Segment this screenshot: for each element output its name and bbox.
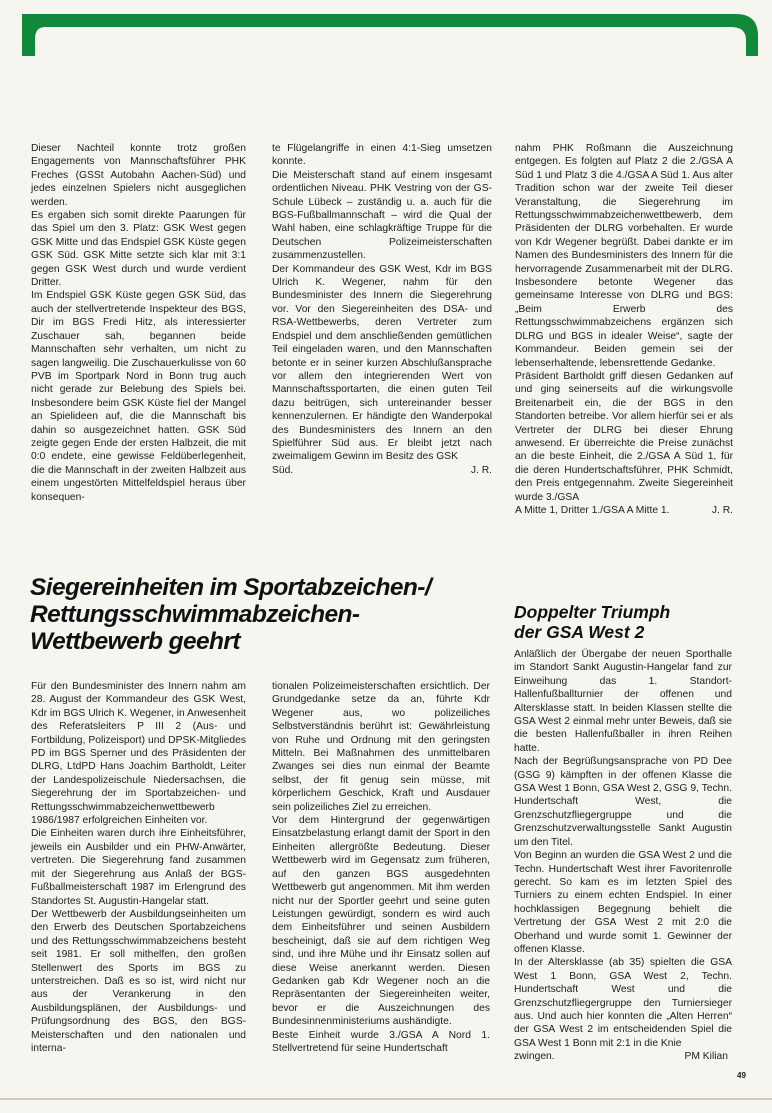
feature-column-2	[272, 680, 490, 1055]
paragraph: In der Altersklasse (ab 35) spielten die GSA West 1 Bonn, GSA West 2, Techn. Hundertschaft West und die Grenzschutzfliegergruppe den Turniersieger aus. Und auch hier konnten die „Alten Herren“ der GSA West 2 im entscheidenden Spiel die GSA West 1 Bonn mit 2:1 in die Knie	[514, 957, 732, 1049]
top-article-column-3	[515, 142, 733, 517]
author-signature: J. R.	[470, 464, 492, 476]
signature-line	[272, 464, 492, 477]
paragraph: Der Wettbewerb der Ausbildungseinheiten um den Erwerb des Deutschen Sportabzeichens und des Rettungsschwimmabzeichens besteht seit 1981. Er soll mithelfen, den großen Stellenwert des Sports im BGS zu unterstreichen. Daß es so ist, wird nicht nur aus der Verankerung in den Ausbildungsplänen, der Ausbildungs- und Prüfungsordnung des BGS, den BGS-Meisterschaften und den nationalen und interna-	[31, 908, 246, 1054]
author-signature: J. R.	[711, 504, 733, 516]
bottom-divider	[0, 1098, 772, 1100]
top-article-column-2	[272, 142, 492, 477]
signature-line	[514, 1050, 732, 1063]
last-line: A Mitte 1, Dritter 1./GSA A Mitte 1.	[515, 504, 670, 516]
signature-line	[515, 504, 733, 517]
author-signature: PM Kilian	[684, 1051, 728, 1063]
headline-line: Doppelter Triumph	[514, 602, 671, 622]
paragraph: Vor dem Hintergrund der gegenwärtigen Einsatzbelastung erlangt damit der Sport in den Einheiten allergrößte Bedeutung. Dieser Wettbewerb wird im Gegensatz zum früheren, auf den ganzen BGS ausgedehnten Wettbewerb gut angenommen. Mit ihm werden nicht nur der Sportler geehrt und seine guten Leistungen gewürdigt, sondern es wird auch dem Einheitsführer und seinen Ausbildern bescheinigt, daß sie auf dem richtigen Weg sind, und ihre Mühe und ihr Einsatz sollen auf diese Weise anerkannt werden. Diesen Gedanken gab Kdr Wegener noch an die Repräsentanten der Siegereinheiten weiter, bevor er die Auszeichnungen des Bundesinnenministeriums aushändigte.	[272, 815, 490, 1028]
paragraph: Präsident Bartholdt griff diesen Gedanken auf und ging seinerseits auf die wirkungsvolle Breitenarbeit ein, die der BGS in den Standorten betreibe. Vor allem hierfür sei er als Vertreter der DLRG bei dieser Ehrung anwesend. Er überreichte die Preise zunächst an die beste Einheit, die 2./GSA A Süd 1, für die deren Hundertschaftsführer, PHK Schmidt, den Preis entgegennahm. Zweite Siegereinheit wurde 3./GSA	[515, 370, 733, 503]
paragraph: Es ergaben sich somit direkte Paarungen für das Spiel um den 3. Platz: GSK West gegen GSK Mitte und das Endspiel GSK Küste gegen GSK Süd. GSK Mitte setzte sich klar mit 3:1 gegen GSK West durch und wurde verdient Dritter.	[31, 210, 246, 289]
feature-column-1	[31, 680, 246, 1055]
paragraph: Die Meisterschaft stand auf einem insgesamt ordentlichen Niveau. PHK Vestring von der GS-Schule Lübeck – zuständig u. a. auch für die BGS-Fußballmannschaft – wird die Qual der Wahl haben, eine schlagkräftige Truppe für die Deutschen Polizeimeisterschaften zusammenzustellen.	[272, 169, 492, 262]
headline-line: der GSA West 2	[514, 622, 645, 642]
headline-line: Rettungsschwimmabzeichen-	[30, 601, 360, 628]
sidebar-headline	[514, 602, 744, 642]
feature-headline	[30, 574, 485, 655]
paragraph: Für den Bundesminister des Innern nahm am 28. August der Kommandeur des GSK West, Kdr im BGS Ulrich K. Wegener, in Anwesenheit des Referatsleiters P III 2 (Aus- und Fortbildung, Polizeisport) und DPSK-Mitgliedes PD im BGS Sperner und des Präsidenten der DLRG, LtdPD Hans Joachim Bartholdt, Leiter der Landespolizeischule Niedersachsen, die Siegerehrung der im Sportabzeichen- und Rettungsschwimmabzeichenwettbewerb 1986/1987 erfolgreichen Einheiten vor.	[31, 681, 246, 827]
paragraph: nahm PHK Roßmann die Auszeichnung entgegen. Es folgten auf Platz 2 die 2./GSA A Süd 1 und Platz 3 die 4./GSA A Süd 1. Aus alter Tradition schon war der zweite Teil dieser Veranstaltung, die Siegerehrung im Rettungsschwimmabzeichenwettbewerb, dem Präsidenten der DLRG vorbehalten. Er wurde von Kdr Wegener begrüßt. Dabei dankte er im Namen des Bundesministers des Innern für die hervorragende Zusammenarbeit mit der DLRG. Insbesondere betonte Wegener das gemeinsame Interesse von DLRG und BGS: „Beim Erwerb des Rettungsschwimmabzeichens ergänzen sich DLRG und BGS in idealer Weise“, sagte der Kommandeur. Beiden gemein sei der lebenserhaltende, lebensrettende Gedanke.	[515, 143, 733, 369]
last-line: zwingen.	[514, 1051, 555, 1063]
paragraph: Im Endspiel GSK Küste gegen GSK Süd, das auch der stellvertretende Inspekteur des BGS, Dir im BGS Fredi Hitz, als interessierter Zuschauer sah, begannen beide Mannschaften sehr verhalten, um nicht zu sagen langweilig. Die Zuschauerkulisse von 60 PVB im Sportpark Nord in Bonn trug auch nicht gerade zur Belebung des Spiels bei. Insbesondere beim GSK Küste fiel der Mangel an Spielideen auf, die die Mannschaft bis dahin so ausgezeichnet hatten. GSK Süd zeigte gegen Ende der ersten Halbzeit, die mit 0:0 endete, eine gewisse Feldüberlegenheit, die die Mannschaft in der zweiten Halbzeit aus einem ungestörten Mittelfeldspiel heraus über konsequen-	[31, 290, 246, 503]
page-number: 49	[737, 1071, 746, 1080]
paragraph: Nach der Begrüßungsansprache von PD Dee (GSG 9) kämpften in der offenen Klasse die GSA West 1 Bonn, GSA West 2, GSG 9, Techn. Hundertschaft West, die Grenzschutzfliegergruppe und die Grenzschutzverwaltungsstelle Sankt Augustin um den Titel.	[514, 756, 732, 848]
headline-line: Siegereinheiten im Sportabzeichen-/	[30, 574, 432, 601]
paragraph: Dieser Nachteil konnte trotz großen Engagements von Mannschaftsführer PHK Freches (GSSt Autobahn Aachen-Süd) und jedes einzelnen Spielers nicht ausgeglichen werden.	[31, 143, 246, 208]
paragraph: Beste Einheit wurde 3./GSA A Nord 1. Stellvertretend für seine Hundertschaft	[272, 1029, 490, 1054]
green-header-band	[22, 14, 758, 56]
sidebar-article-column	[514, 648, 732, 1064]
last-line: Süd.	[272, 464, 294, 476]
paragraph: Anläßlich der Übergabe der neuen Sporthalle im Standort Sankt Augustin-Hangelar fand zur Einweihung das 1. Standort-Hallenfußballturnier der offenen und Altersklasse statt. In beiden Klassen stellte die GSA West 2 einmal mehr unter Beweis, daß sie die besten Hallenfußballer in ihren Reihen hatte.	[514, 649, 732, 754]
paragraph: tionalen Polizeimeisterschaften ersichtlich. Der Grundgedanke setze da an, führte Kdr Wegener aus, wo polizeiliches Selbstverständnis berührt ist: Gewährleistung von Ruhe und Ordnung mit den geringsten Mitteln. Bei Maßnahmen des unmittelbaren Zwanges sei dies nun einmal der Beamte selbst, der fit genug sein müsse, mit körperlichem Geschick, Kraft und Ausdauer sein polizeiliches Ziel zu erreichen.	[272, 681, 490, 813]
paragraph: Die Einheiten waren durch ihre Einheitsführer, jeweils ein Ausbilder und ein PHW-Anwärter, vertreten. Die Siegerehrung fand zusammen mit der Siegerehrung aus Anlaß der BGS-Fußballmeisterschaft 1987 im Erlengrund des Standortes St. Augustin-Hangelar statt.	[31, 828, 246, 907]
top-article-column-1	[31, 142, 246, 504]
paragraph: Von Beginn an wurden die GSA West 2 und die Techn. Hundertschaft West ihrer Favoritenrolle gerecht. So kam es im letzten Spiel des Turniers zu einem echten Endspiel. In einer hochklassigen Begegnung behielt die Vertretung der GSA West 2 mit 2:0 die Oberhand und wurde somit 1. Gewinner der offenen Klasse.	[514, 850, 732, 955]
paragraph: Der Kommandeur des GSK West, Kdr im BGS Ulrich K. Wegener, nahm für den Bundesminister des Innern die Siegerehrung vor. Vor den Siegereinheiten des DSA- und RSA-Wettbewerbs, deren Vertreter zum Endspiel und dem anschließenden gemütlichen Teil eingeladen waren, und den Mannschaften betonte er in seiner kurzen Abschlußansprache vor allem den integrierenden Wert von Mannschaftssportarten, die einen guten Teil dazu beitrügen, sich untereinander besser kennenzulernen. Er händigte den Wanderpokal des Bundesministers des Innern an den Spielführer Süd aus. Er bleibt jetzt nach zweimaligem Gewinn im Besitz des GSK	[272, 263, 492, 463]
paragraph: te Flügelangriffe in einen 4:1-Sieg umsetzen konnte.	[272, 143, 492, 168]
headline-line: Wettbewerb geehrt	[30, 628, 240, 655]
